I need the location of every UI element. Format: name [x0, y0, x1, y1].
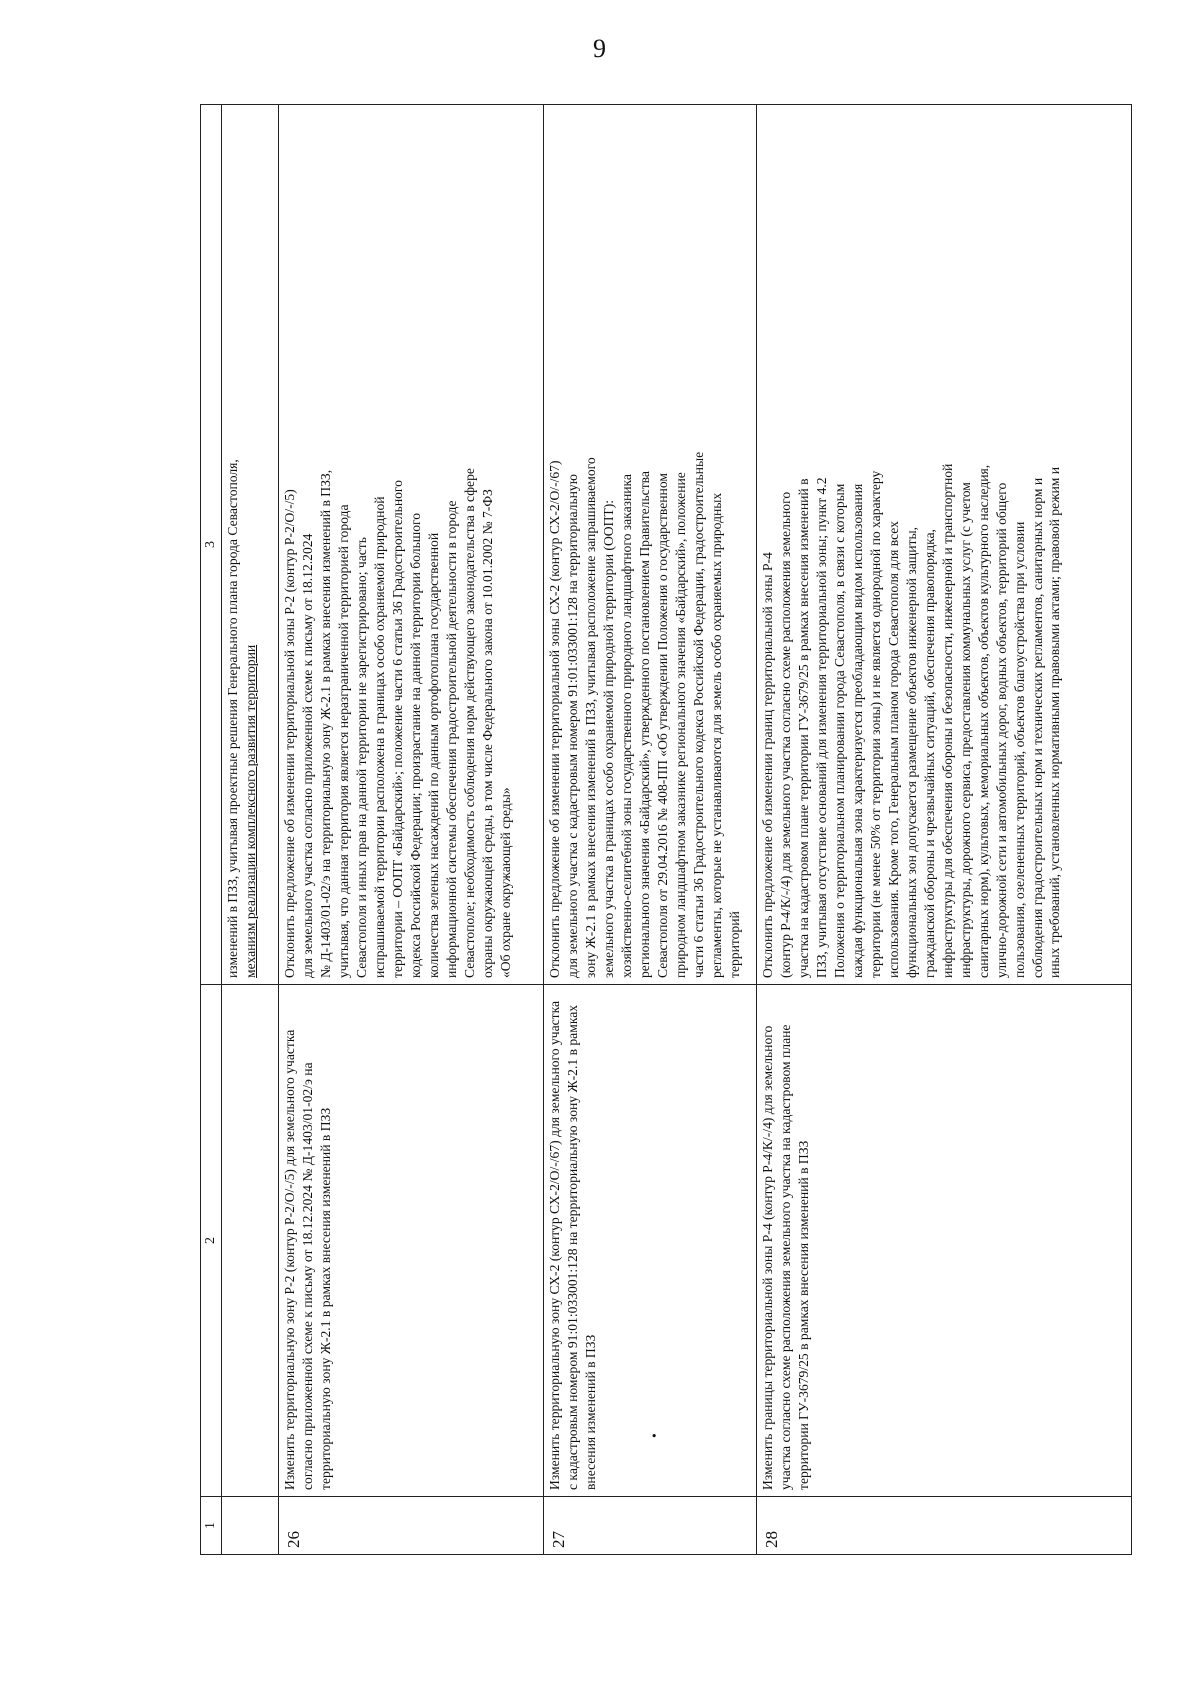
- decisions-table: [200, 104, 1132, 1555]
- proposal-mark: •: [647, 1433, 663, 1438]
- decision-line: ПЗЗ, учитывая отсутствие оснований для изменения территориальной зоны; пункт 4.2: [814, 477, 830, 978]
- proposal-line: с кадастровым номером 91:01:033001:128 на территориальную зону Ж-2.1 в рамках: [565, 1004, 581, 1490]
- decision-line: гражданской обороны и чрезвычайных ситуаций, обеспечения правопорядка,: [921, 529, 937, 978]
- decision-line: функциональных зон допускается размещение объектов инженерной защиты,: [903, 527, 919, 978]
- decision-line: регионального значения «Байдарский», утвержденного постановлением Правительства: [637, 471, 653, 978]
- page-number: 9: [593, 34, 607, 63]
- proposal-line: Изменить территориальную зону СХ-2 (контур СХ-2/О/-/67) для земельного участка: [547, 1000, 563, 1490]
- decision-line: Отклонить предложение об изменении территориальной зоны Р-2 (контур Р-2/О/-/5): [282, 489, 298, 978]
- decision-line: Отклонить предложение об изменении территориальной зоны СХ-2 (контур СХ-2/О/-/67): [547, 460, 563, 978]
- decision-line: улично-дорожной сети и автомобильных дорог, водных объектов, территорий общего: [993, 482, 1009, 978]
- continuation-line: механизм реализации комплексного развития территории: [243, 644, 259, 978]
- table-row: [279, 105, 544, 1555]
- decision-line: (контур Р-4/К/-/4) для земельного участка согласно схеме расположения земельного: [778, 491, 794, 978]
- decision-line: зону Ж-2.1 в рамках внесения изменений в ПЗЗ, учитывая расположение запрашиваемого: [583, 457, 599, 978]
- decision-line: № Д-1403/01-02/э на территориальную зону Ж-2.1 в рамках внесения изменений в ПЗЗ,: [318, 469, 334, 978]
- decision-line: территорий: [726, 911, 742, 978]
- rotated-table-container: [200, 105, 1120, 1555]
- decision-line: Севастополя и иных прав на данной территории не зарегистрировано; часть: [354, 537, 370, 978]
- continuation-line: изменений в ПЗЗ, учитывая проектные решения Генерального плана города Севастополя,: [225, 459, 241, 978]
- decision-line: Севастополе; необходимость соблюдения норм действующего законодательства в сфере: [461, 468, 477, 978]
- decision-line: земельного участка в границах особо охраняемой природной территории (ООПТ):: [601, 499, 617, 978]
- column-header-3: 3: [201, 105, 222, 985]
- decision-line: испрашиваемой территории расположена в границах особо охраняемой природной: [372, 496, 388, 978]
- decision-line: иных требований, установленных нормативными правовыми актами; правовой режим и: [1047, 466, 1063, 978]
- decision-line: использования. Кроме того, Генеральным планом города Севастополя для всех: [886, 521, 902, 978]
- row-number: 26: [279, 1497, 544, 1555]
- decision-cell: [279, 105, 544, 985]
- decision-line: охраны окружающей среды, в том числе Федерального закона от 10.01.2002 № 7-ФЗ: [479, 489, 495, 978]
- decision-line: Севастополя от 29.04.2016 № 408-ПП «Об утверждении Положения о государственном: [655, 473, 671, 978]
- row-number: 27: [544, 1497, 757, 1555]
- decision-line: информационной системы обеспечения градостроительной деятельности в городе: [443, 500, 459, 978]
- proposal-cell: [544, 985, 757, 1497]
- continuation-proposal-cell: [222, 985, 279, 1497]
- decision-line: регламенты, которые не устанавливаются для земель особо охраняемых природных: [708, 492, 724, 978]
- decision-line: Отклонить предложение об изменении границ территориальной зоны Р-4: [760, 552, 776, 978]
- table-row: [544, 105, 757, 1555]
- continuation-decision-cell: [222, 105, 279, 985]
- proposal-line: Изменить территориальную зону Р-2 (контур Р-2/О/-/5) для земельного участка: [282, 1029, 298, 1490]
- decision-line: учитывая, что данная территория является неразграниченной территорией города: [336, 504, 352, 978]
- proposal-line: территориальную зону Ж-2.1 в рамках внесения изменений в ПЗЗ: [318, 1107, 334, 1490]
- proposal-line: согласно приложенной схеме к письму от 18.12.2024 № Д-1403/01-02/э на: [300, 1062, 316, 1490]
- decision-line: соблюдения градостроительных норм и технических регламентов, санитарных норм и: [1029, 477, 1045, 978]
- decision-line: «Об охране окружающей среды»: [497, 787, 513, 978]
- proposal-line: внесения изменений в ПЗЗ: [583, 1334, 599, 1490]
- column-header-1: 1: [201, 1497, 222, 1555]
- decision-line: для земельного участка согласно приложенной схеме к письму от 18.12.2024: [300, 533, 316, 978]
- decision-line: инфраструктуры для обеспечения обороны и безопасности, инженерной и транспортной: [939, 463, 955, 978]
- decision-cell: [757, 105, 1132, 985]
- decision-line: территории – ООПТ «Байдарский»; положение части 6 статьи 36 Градостроительного: [390, 480, 406, 978]
- column-header-2: 2: [201, 985, 222, 1497]
- decision-line: части 6 статьи 36 Градостроительного кодекса Российской Федерации, градостроительные: [690, 451, 706, 978]
- decision-line: пользования, озелененных территорий, объектов благоустройства при условии: [1011, 521, 1027, 978]
- decision-line: для земельного участка с кадастровым номером 91:01:033001:128 на территориальную: [565, 474, 581, 978]
- decision-cell: [544, 105, 757, 985]
- decision-line: хозяйственно-селитебной зоны государственного природного ландшафтного заказника: [619, 474, 635, 978]
- table-row: [757, 105, 1132, 1555]
- decision-line: каждая функциональная зона характеризуется преобладающим видом использования: [850, 483, 866, 978]
- decision-line: санитарных норм), культовых, мемориальных объектов, объектов культурного наследия,: [975, 464, 991, 978]
- proposal-cell: [279, 985, 544, 1497]
- decision-line: кодекса Российской Федерации; произрастание на данной территории большого: [408, 512, 424, 978]
- decision-line: Положения о территориальном планировании города Севастополя, в связи с которым: [832, 483, 848, 978]
- decision-line: участка на кадастровом плане территории ГУ-3679/25 в рамках внесения изменений в: [796, 478, 812, 978]
- continuation-row: [222, 105, 279, 1555]
- proposal-line: территории ГУ-3679/25 в рамках внесения изменений в ПЗЗ: [796, 1140, 812, 1490]
- proposal-line: участка согласно схеме расположения земельного участка на кадастровом плане: [778, 1024, 794, 1490]
- decision-line: природном ландшафтном заказнике регионального значения «Байдарский», положение: [673, 472, 689, 978]
- row-number: 28: [757, 1497, 1132, 1555]
- proposal-line: Изменить границы территориальной зоны Р-4 (контур Р-4/К/-/4) для земельного: [760, 1025, 776, 1490]
- decision-line: инфраструктуры, дорожного сервиса, предоставления коммунальных услуг (с учетом: [957, 482, 973, 978]
- decision-line: территории (не менее 50% от территории зоны) и не является однородной по характеру: [868, 470, 884, 978]
- table-header-row: [201, 105, 222, 1555]
- continuation-num-cell: [222, 1497, 279, 1555]
- decision-line: количества зеленых насаждений по данным ортофотоплана государственной: [425, 532, 441, 978]
- proposal-cell: [757, 985, 1132, 1497]
